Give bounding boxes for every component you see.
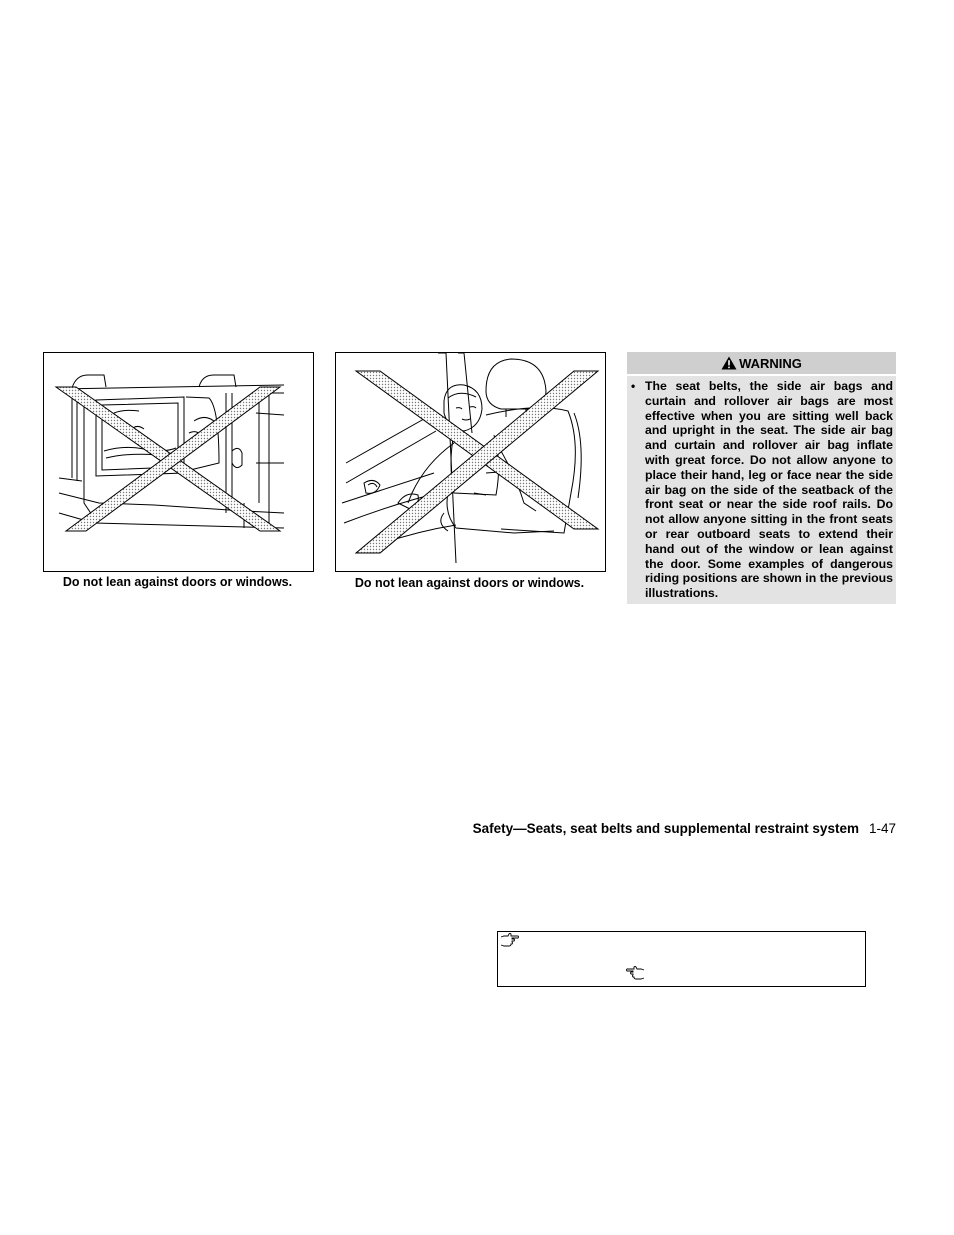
page-footer <box>430 821 896 836</box>
figure-caption-1: Do not lean against doors or windows. <box>62 575 293 589</box>
vehicle-door-drawing <box>44 353 313 571</box>
warning-box <box>627 352 896 604</box>
warning-list-item <box>627 376 896 601</box>
page-number: 1-47 <box>868 821 896 836</box>
pointing-hand-icon <box>625 966 645 980</box>
warning-triangle-icon <box>721 356 737 370</box>
illustration-occupant-leaning <box>335 352 606 572</box>
note-box <box>497 931 866 987</box>
figure-caption-2: Do not lean against doors or windows. <box>354 576 585 590</box>
warning-header <box>627 352 896 376</box>
bullet: • <box>631 379 636 393</box>
warning-text: The seat belts, the side air bags and curtain and rollover air bags are most effective when you are sitting well back and upright in the seat. The side air bag and curtain and rollover air bag inflate with great force. Do not allow anyone to place their hand, leg or face near the side air bag on the side of the seatback of the front seat or near the side roof rails. Do not allow anyone sitting in the front seats or rear outboard seats to extend their hand out of the window or lean against the door. Some examples of dangerous riding positions are shown in the previous illustrations. <box>645 379 893 601</box>
pointing-hand-icon <box>500 933 520 947</box>
occupant-leaning-drawing <box>336 353 605 571</box>
warning-title: WARNING <box>739 355 802 371</box>
footer-section-title: Safety—Seats, seat belts and supplemental restraint system <box>472 821 859 836</box>
illustration-vehicle-door <box>43 352 314 572</box>
